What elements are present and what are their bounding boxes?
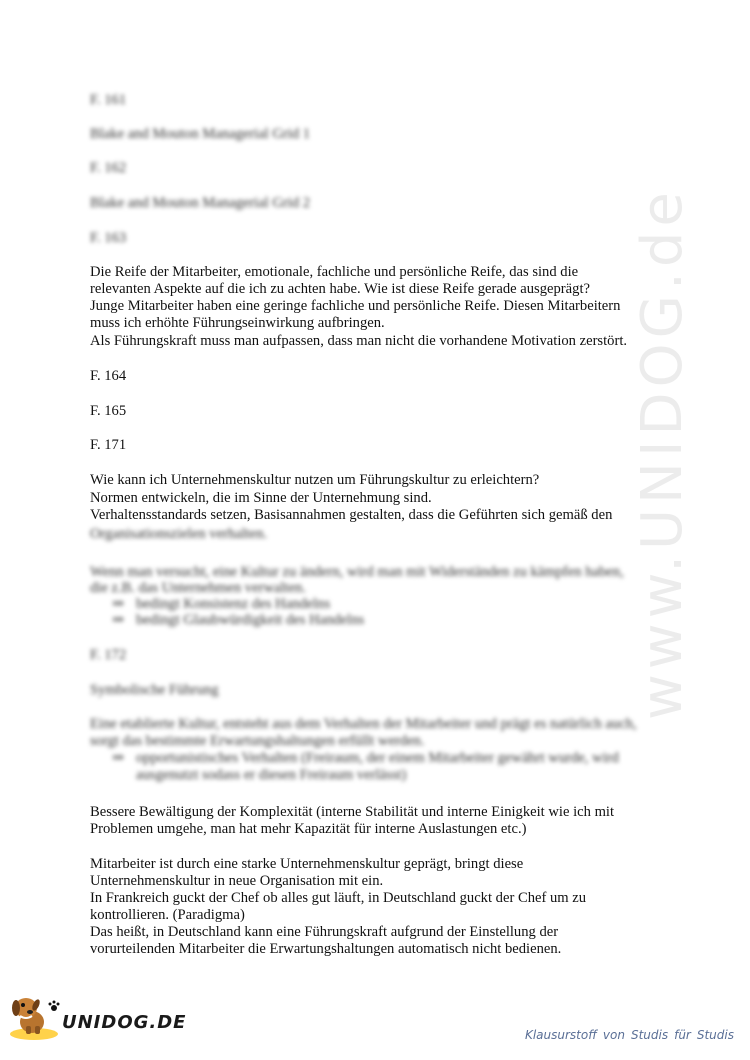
tagline-word: Klausurstoff	[524, 1028, 597, 1042]
heading-f164: F. 164	[90, 368, 127, 384]
paragraph-line: Das heißt, in Deutschland kann eine Führungskraft aufgrund der Einstellung der	[90, 924, 559, 940]
paragraph-line: kontrollieren. (Paradigma)	[90, 907, 245, 923]
list-item-text: bedingt Konsistenz des Handelns	[136, 596, 331, 612]
tagline-word: Studis	[696, 1028, 734, 1042]
heading-f162: F. 162	[90, 160, 127, 176]
paragraph-line: Junge Mitarbeiter haben eine geringe fachliche und persönliche Reife. Diesen Mitarbeitern	[90, 298, 621, 314]
tagline-word: Studis	[630, 1028, 669, 1042]
paragraph-line: In Frankreich guckt der Chef ob alles gut läuft, in Deutschland guckt der Chef um zu	[90, 890, 587, 906]
unidog-logo	[4, 986, 187, 1050]
paragraph-line: Mitarbeiter ist durch eine starke Unternehmenskultur geprägt, bringt diese	[90, 856, 524, 872]
heading-grid-1: Blake and Mouton Managerial Grid 1	[90, 126, 311, 142]
heading-f163: F. 163	[90, 230, 127, 246]
paragraph-line: Verhaltensstandards setzen, Basisannahmen gestalten, dass die Geführten sich gemäß den	[90, 507, 613, 523]
paragraph-line: relevanten Aspekte auf die ich zu achten habe. Wie ist diese Reife gerade ausgeprägt?	[90, 281, 590, 297]
arrow-icon: ⇒	[112, 612, 125, 628]
paw-icon	[48, 1000, 60, 1012]
dog-mascot-icon	[4, 986, 64, 1046]
heading-grid-2: Blake and Mouton Managerial Grid 2	[90, 195, 311, 211]
paragraph-line: Wenn man versucht, eine Kultur zu ändern, wird man mit Widerständen zu kämpfen haben,	[90, 564, 624, 580]
tagline-word: für	[674, 1028, 691, 1042]
paragraph-line: Unternehmenskultur in neue Organisation mit ein.	[90, 873, 384, 889]
list-item	[112, 596, 330, 612]
paragraph-line: Problemen umgehe, man hat mehr Kapazität für interne Auslastungen etc.)	[90, 821, 527, 837]
paragraph-line: Die Reife der Mitarbeiter, emotionale, fachliche und persönliche Reife, das sind die	[90, 264, 579, 280]
paragraph-line: die z.B. das Unternehmen verwalten.	[90, 580, 306, 596]
tagline-word: von	[602, 1028, 625, 1042]
paragraph-line: Bessere Bewältigung der Komplexität (interne Stabilität und interne Einigkeit wie ich mit	[90, 804, 615, 820]
heading-f161: F. 161	[90, 92, 127, 108]
list-item-text: opportunistisches Verhalten (Freiraum, der einem Mitarbeiter gewährt wurde, wird	[136, 750, 619, 766]
paragraph-line: muss ich erhöhte Führungseinwirkung aufbringen.	[90, 315, 385, 331]
heading-f171: F. 171	[90, 437, 127, 453]
paragraph-line: vorurteilenden Mitarbeiter die Erwartungshaltungen automatisch nicht bedienen.	[90, 941, 562, 957]
watermark-text: www.UNIDOG.de	[630, 187, 695, 720]
heading-symbolisch: Symbolische Führung	[90, 682, 219, 698]
paragraph-line: Eine etablierte Kultur, entsteht aus dem Verhalten der Mitarbeiter und prägt es natürlich auch,	[90, 716, 637, 732]
paragraph-line: Normen entwickeln, die im Sinne der Unternehmung sind.	[90, 490, 432, 506]
list-item-continuation: ausgenutzt sodass er diesen Freiraum verlässt)	[136, 767, 407, 783]
arrow-icon: ⇒	[112, 596, 125, 612]
paragraph-line: Als Führungskraft muss man aufpassen, dass man nicht die vorhandene Motivation zerstört.	[90, 333, 628, 349]
paragraph-line: Wie kann ich Unternehmenskultur nutzen um Führungskultur zu erleichtern?	[90, 472, 540, 488]
list-item	[112, 750, 619, 766]
footer-tagline	[525, 1028, 734, 1042]
list-item-text: bedingt Glaubwürdigkeit des Handelns	[136, 612, 365, 628]
logo-wordmark: UNIDOG.DE	[62, 1012, 187, 1033]
paragraph-line: Organisationszielen verhalten.	[90, 526, 268, 542]
arrow-icon: ⇒	[112, 750, 125, 766]
heading-f165: F. 165	[90, 403, 127, 419]
list-item	[112, 612, 364, 628]
paragraph-line: sorgt das bestimmte Erwartungshaltungen erfüllt werden.	[90, 733, 425, 749]
heading-f172: F. 172	[90, 647, 127, 663]
